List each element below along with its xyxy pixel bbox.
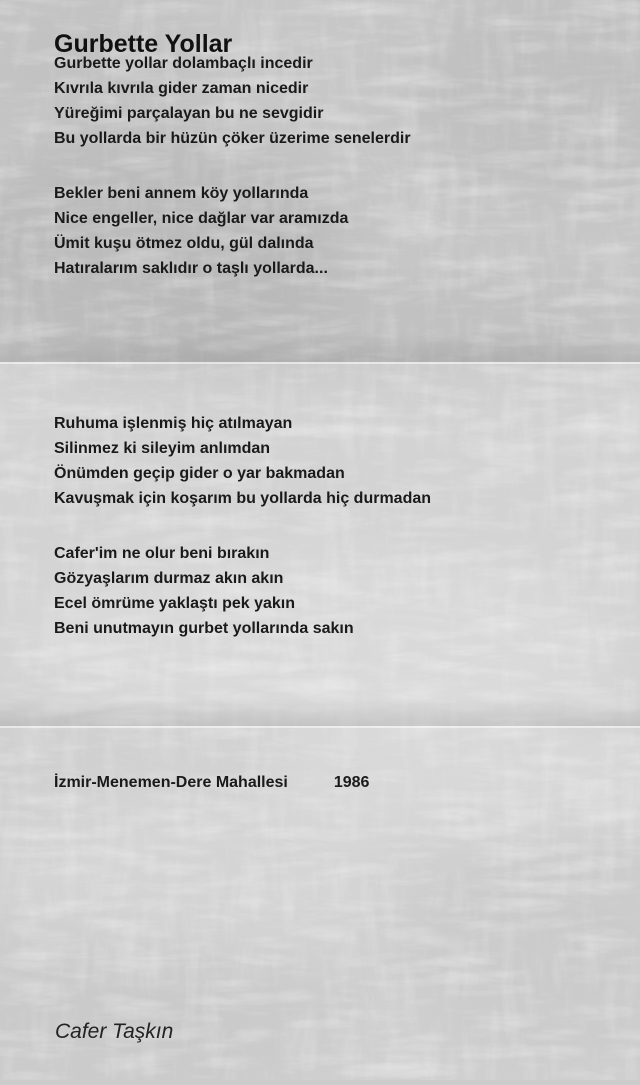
poem-line: Önümden geçip gider o yar bakmadan — [54, 465, 345, 482]
poem-line: Gözyaşlarım durmaz akın akın — [54, 570, 284, 587]
stanza-3 — [54, 411, 431, 511]
poem-location: İzmir-Menemen-Dere Mahallesi — [54, 774, 288, 791]
poem-line: Ümit kuşu ötmez oldu, gül dalında — [54, 235, 314, 252]
poem-line: Beni unutmayın gurbet yollarında sakın — [54, 620, 354, 637]
poem-line: Yüreğimi parçalayan bu ne sevgidir — [54, 105, 324, 122]
poem-year: 1986 — [333, 774, 370, 791]
poem-line: Bekler beni annem köy yollarında — [54, 185, 309, 202]
stanza-4 — [54, 541, 354, 641]
poem-line: Cafer'im ne olur beni bırakın — [54, 545, 270, 562]
stanza-1 — [54, 51, 411, 151]
poem-line: Kavuşmak için koşarım bu yollarda hiç durmadan — [54, 490, 432, 507]
poem-line: Nice engeller, nice dağlar var aramızda — [54, 210, 349, 227]
poem-line: Ecel ömrüme yaklaştı pek yakın — [54, 595, 296, 612]
poem-line: Ruhuma işlenmiş hiç atılmayan — [54, 415, 293, 432]
poem-title: Gurbette Yollar — [54, 29, 233, 58]
poem-line: Silinmez ki sileyim anlımdan — [54, 440, 271, 457]
poem-line: Kıvrıla kıvrıla gider zaman nicedir — [54, 80, 309, 97]
author-signature: Cafer Taşkın — [55, 1020, 174, 1043]
poem-line: Hatıralarım saklıdır o taşlı yollarda... — [54, 260, 328, 277]
stanza-2 — [54, 181, 348, 281]
poem-footer — [54, 770, 369, 795]
poem-line: Bu yollarda bir hüzün çöker üzerime senelerdir — [54, 130, 411, 147]
poem-line: Gurbette yollar dolambaçlı incedir — [54, 55, 313, 72]
